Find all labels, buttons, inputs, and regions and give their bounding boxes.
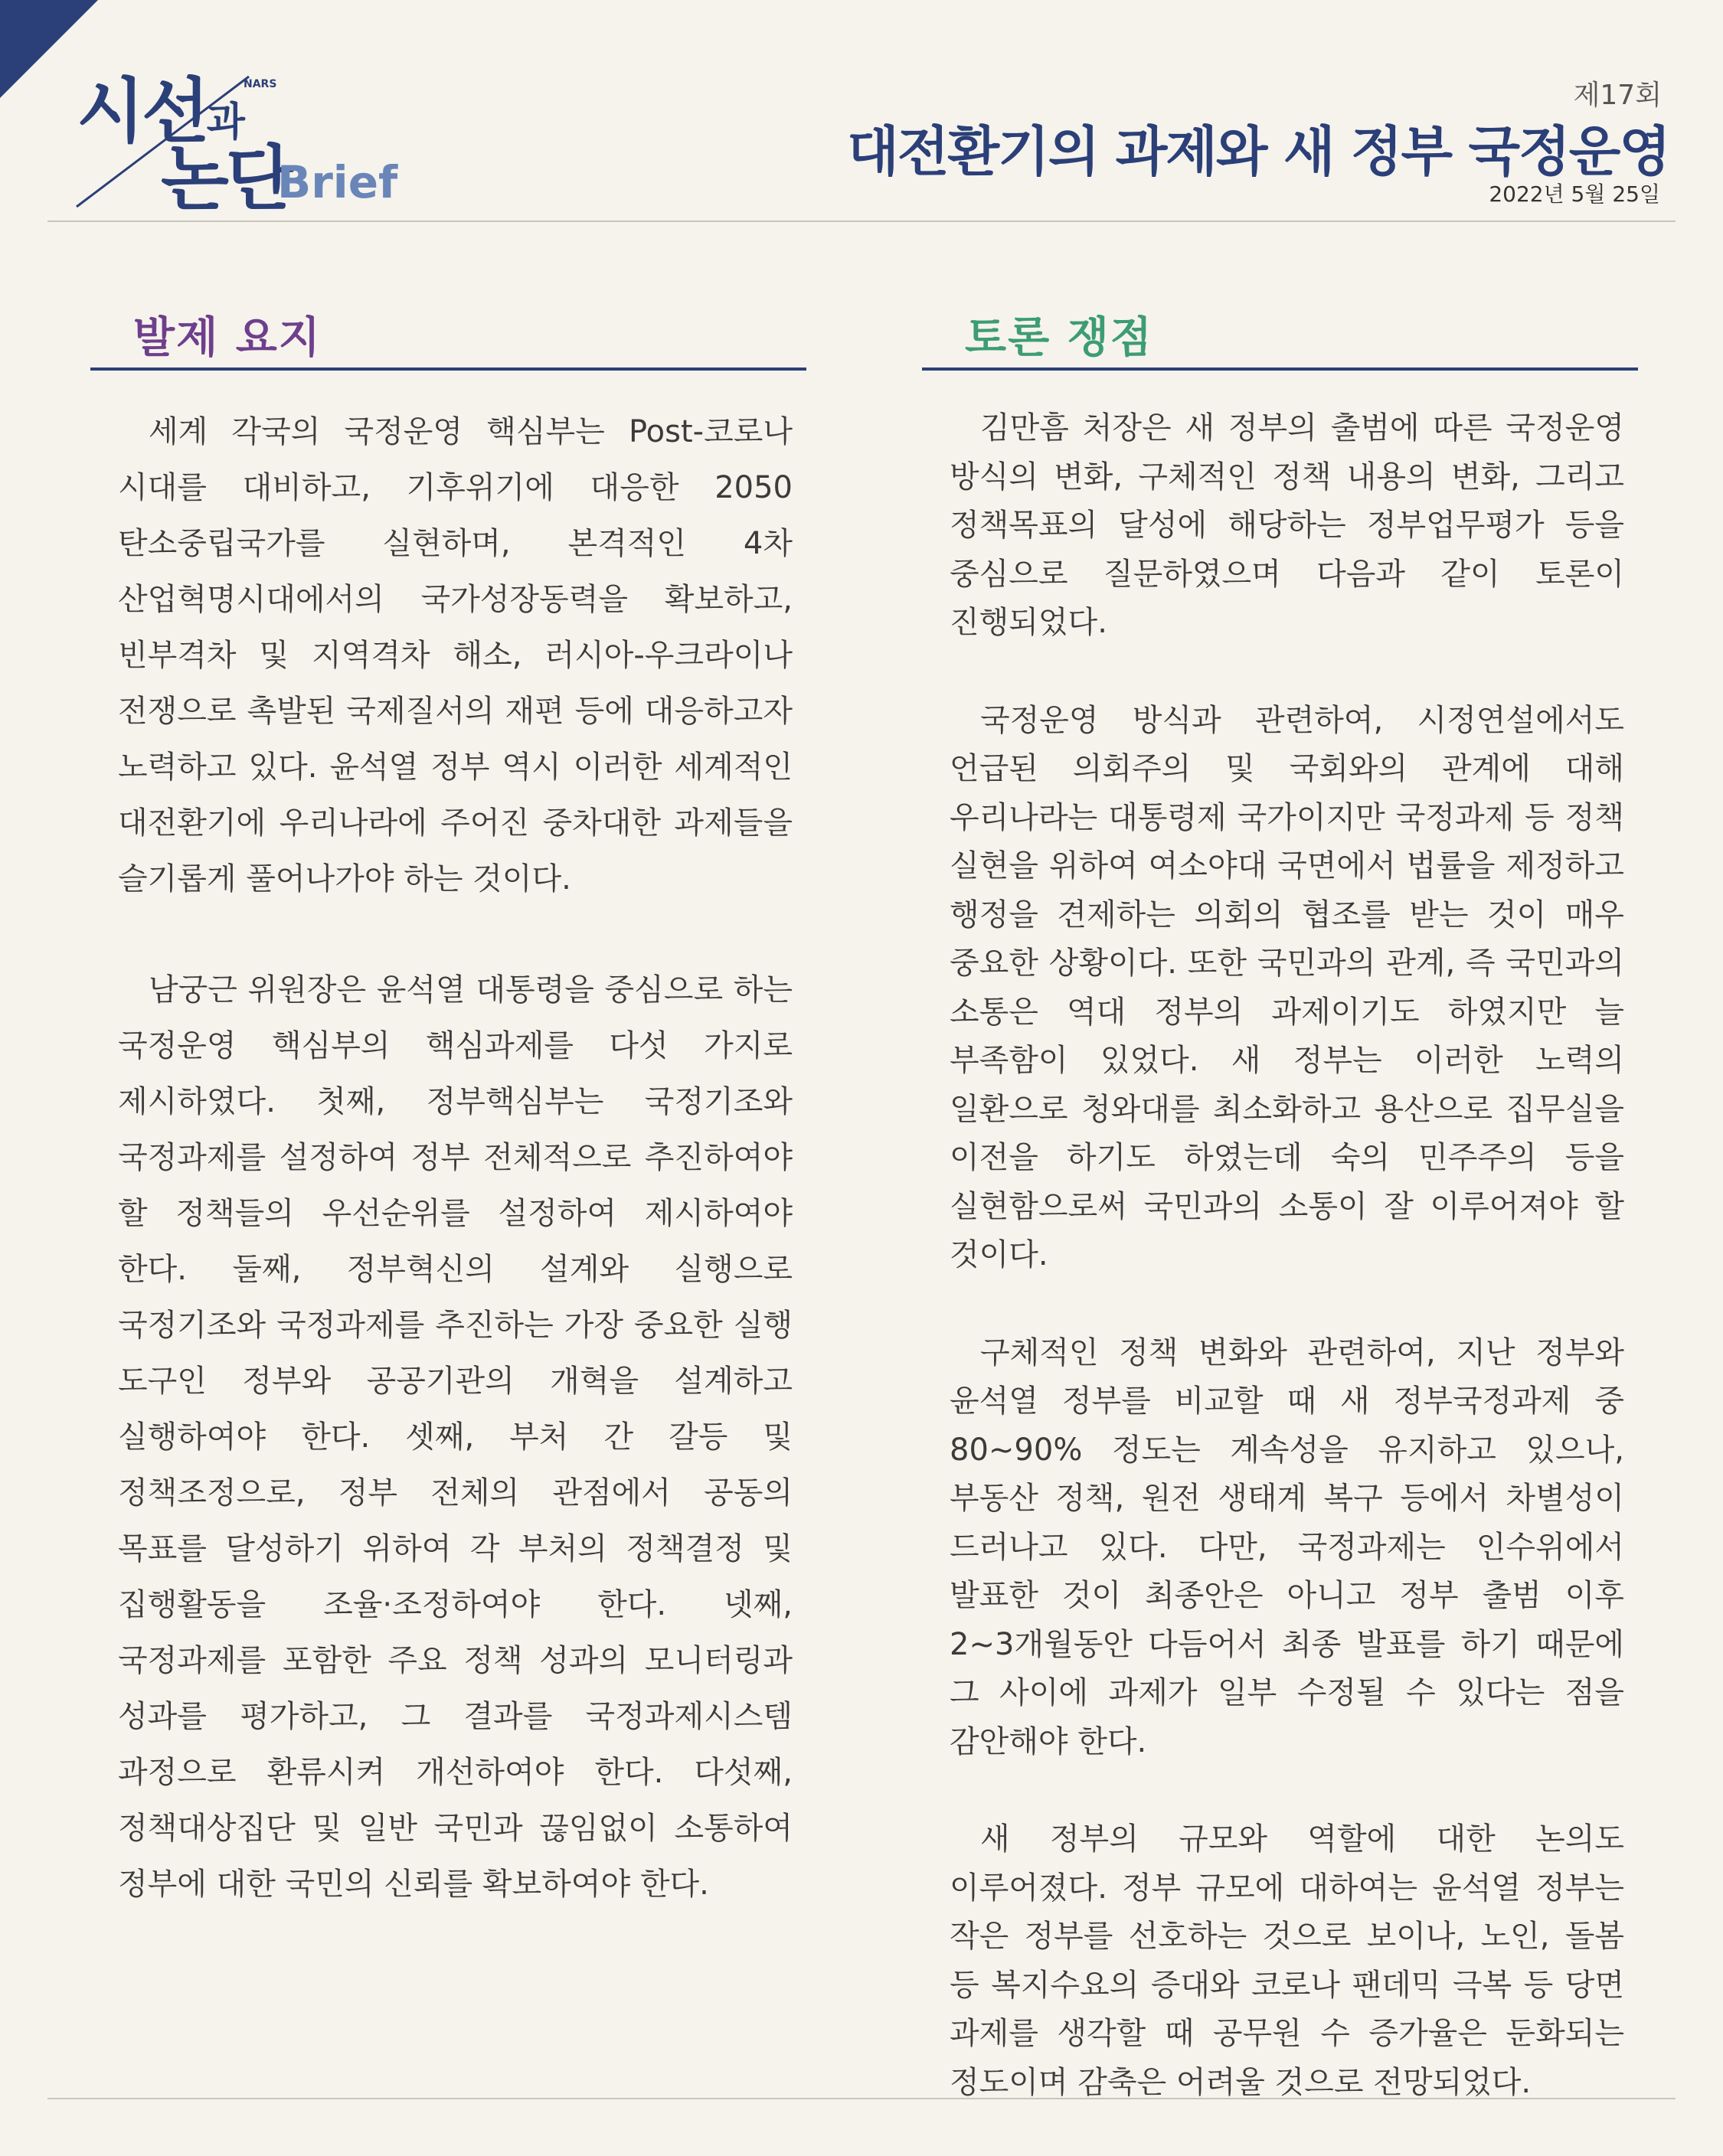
logo-line1: 시선과 <box>77 70 244 152</box>
discussion-paragraph: 김만흠 처장은 새 정부의 출범에 따른 국정운영 방식의 변화, 구체적인 정책 내용의 변화, 그리고 정책목표의 달성에 해당하는 정부업무평가 등을 중심으로 질문하였으며 다음과 같이 토론이 진행되었다. <box>950 410 1624 640</box>
discussion-column <box>922 306 1638 2156</box>
issue-number: 제17회 <box>1573 80 1662 111</box>
summary-column <box>90 306 806 1968</box>
discussion-body <box>922 371 1638 2107</box>
brand-logo <box>69 61 406 220</box>
logo-brief: Brief <box>277 156 398 208</box>
discussion-heading: 토론 쟁점 <box>922 306 1638 371</box>
logo-nars: NARS <box>244 78 277 90</box>
summary-heading: 발제 요지 <box>90 306 806 371</box>
publish-date: 2022년 5월 25일 <box>1489 181 1660 207</box>
discussion-paragraph: 새 정부의 규모와 역할에 대한 논의도 이루어졌다. 정부 규모에 대하여는 윤석열 정부는 작은 정부를 선호하는 것으로 보이나, 노인, 돌봄 등 복지수요의 증대와 코로나 팬데믹 극복 등 당면 과제를 생각할 때 공무원 수 증가율은 둔화되는 정도이며 감축은 어려울 것으로 전망되었다. <box>950 1821 1624 2100</box>
summary-body <box>90 371 806 1913</box>
discussion-paragraph: 국정운영 방식과 관련하여, 시정연설에서도 언급된 의회주의 및 국회와의 관계에 대해 우리나라는 대통령제 국가이지만 국정과제 등 정책 실현을 위하여 여소야대 국면에서 법률을 제정하고 행정을 견제하는 의회의 협조를 받는 것이 매우 중요한 상황이다. 또한 국민과의 관계, 즉 국민과의 소통은 역대 정부의 과제이기도 하였지만 늘 부족함이 있었다. 새 정부는 이러한 노력의 일환으로 청와대를 최소화하고 용산으로 집무실을 이전을 하기도 하였는데 숙의 민주주의 등을 실현함으로써 국민과의 소통이 잘 이루어져야 할 것이다. <box>950 702 1624 1272</box>
discussion-paragraph: 구체적인 정책 변화와 관련하여, 지난 정부와 윤석열 정부를 비교할 때 새 정부국정과제 중 80~90% 정도는 계속성을 유지하고 있으나, 부동산 정책, 원전 생태계 복구 등에서 차별성이 드러나고 있다. 다만, 국정과제는 인수위에서 발표한 것이 최종안은 아니고 정부 출범 이후 2~3개월동안 다듬어서 최종 발표를 하기 때문에 그 사이에 과제가 일부 수정될 수 있다는 점을 감안해야 한다. <box>950 1334 1624 1759</box>
footer-divider <box>47 2098 1676 2099</box>
page-title: 대전환기의 과제와 새 정부 국정운영 <box>847 120 1669 183</box>
header-divider <box>47 220 1676 222</box>
summary-paragraph: 남궁근 위원장은 윤석열 대통령을 중심으로 하는 국정운영 핵심부의 핵심과제를 다섯 가지로 제시하였다. 첫째, 정부핵심부는 국정기조와 국정과제를 설정하여 정부 전체적으로 추진하여야 할 정책들의 우선순위를 설정하여 제시하여야 한다. 둘째, 정부혁신의 설계와 실행으로 국정기조와 국정과제를 추진하는 가장 중요한 실행 도구인 정부와 공공기관의 개혁을 설계하고 실행하여야 한다. 셋째, 부처 간 갈등 및 정책조정으로, 정부 전체의 관점에서 공동의 목표를 달성하기 위하여 각 부처의 정책결정 및 집행활동을 조율·조정하여야 한다. 넷째, 국정과제를 포함한 주요 정책 성과의 모니터링과 성과를 평가하고, 그 결과를 국정과제시스템 과정으로 환류시켜 개선하여야 한다. 다섯째, 정책대상집단 및 일반 국민과 끊임없이 소통하여 정부에 대한 국민의 신뢰를 확보하여야 한다. <box>118 972 793 1902</box>
summary-paragraph: 세계 각국의 국정운영 핵심부는 Post-코로나 시대를 대비하고, 기후위기에 대응한 2050 탄소중립국가를 실현하며, 본격적인 4차 산업혁명시대에서의 국가성장동력을 확보하고, 빈부격차 및 지역격차 해소, 러시아-우크라이나 전쟁으로 촉발된 국제질서의 재편 등에 대응하고자 노력하고 있다. 윤석열 정부 역시 이러한 세계적인 대전환기에 우리나라에 주어진 중차대한 과제들을 슬기롭게 풀어나가야 하는 것이다. <box>118 414 793 897</box>
logo-line2: 논단 <box>161 138 291 220</box>
